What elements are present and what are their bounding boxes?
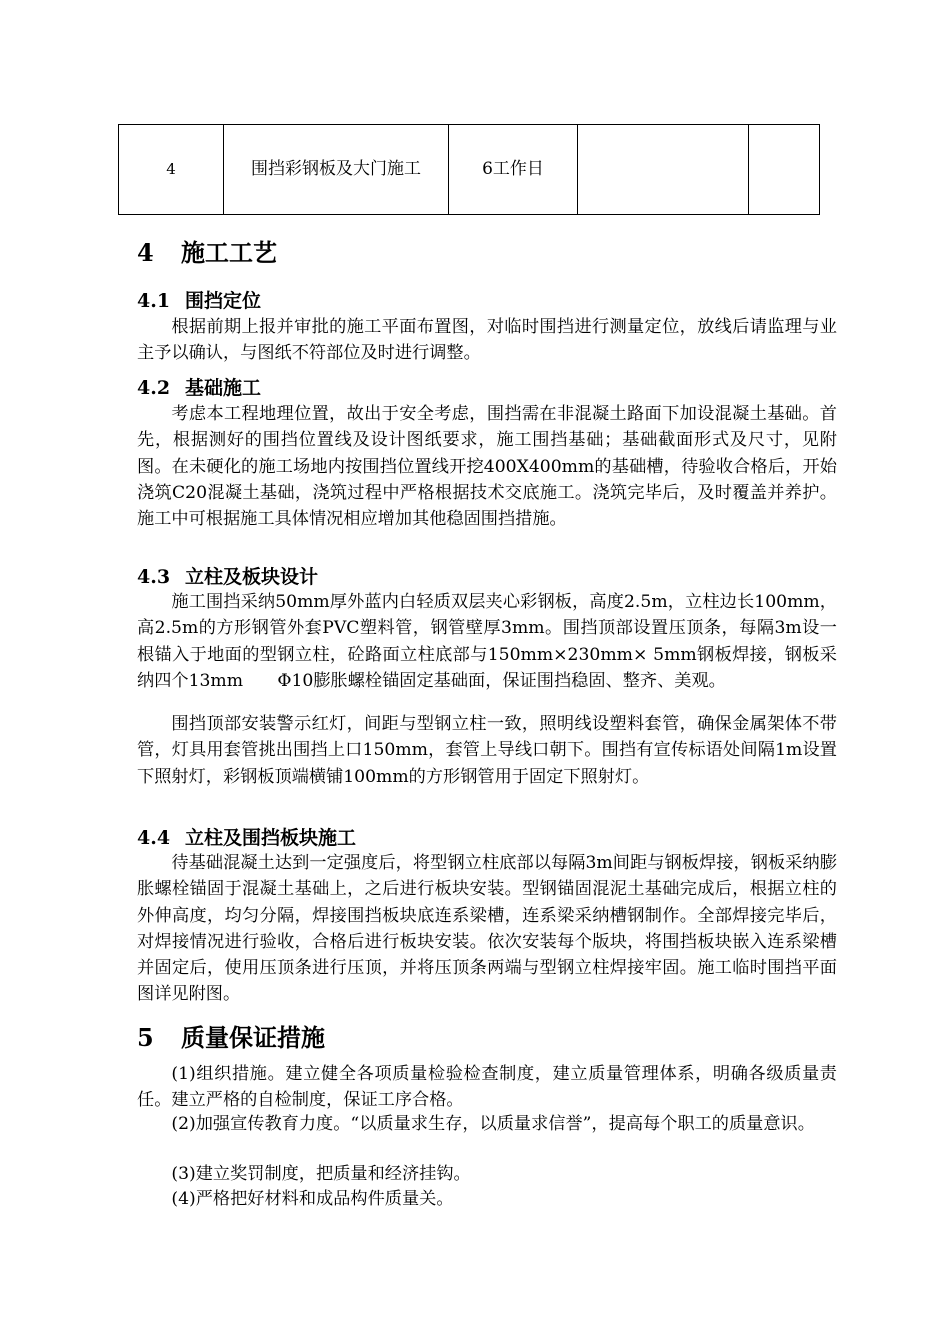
section-4-1-paragraph: 根据前期上报并审批的施工平面布置图，对临时围挡进行测量定位，放线后请监理与业主予以确认，与图纸不符部位及时进行调整。 xyxy=(137,317,837,364)
table-cell-empty-2 xyxy=(749,125,820,215)
section-5-item-4: (4)严格把好材料和成品构件质量关。 xyxy=(171,1189,454,1209)
section-5-item-2: (2)加强宣传教育力度。“以质量求生存，以质量求信誉”，提高每个职工的质量意识。 xyxy=(171,1114,815,1134)
schedule-table xyxy=(118,124,820,215)
section-5-number: 5 xyxy=(137,1023,154,1052)
section-4-3-paragraph-2: 围挡顶部安装警示红灯，间距与型钢立柱一致，照明线设塑料套管，确保金属架体不带管，灯具用套管挑出围挡上口150mm，套管上导线口朝下。围挡有宣传标语处间隔1m设置下照射灯，彩钢板顶端横铺100mm的方形钢管用于固定下照射灯。 xyxy=(137,714,837,787)
section-4-2-heading xyxy=(137,375,261,401)
section-4-heading xyxy=(137,238,277,268)
section-4-3-heading xyxy=(137,564,318,590)
section-4-2-number: 4.2 xyxy=(137,377,171,399)
section-4-2-title: 基础施工 xyxy=(185,377,262,399)
section-4-number: 4 xyxy=(137,238,154,267)
section-4-3-paragraph-1: 施工围挡采纳50mm厚外蓝内白轻质双层夹心彩钢板，高度2.5m，立柱边长100mm，高2.5m的方形钢管外套PVC塑料管，钢管壁厚3mm。围挡顶部设置压顶条，每隔3m设一根锚入于地面的型钢立柱，砼路面立柱底部与150mm×230mm× 5mm钢板焊接，钢板采纳四个13mm Φ10膨胀螺栓锚固定基础面，保证围挡稳固、整齐、美观。 xyxy=(137,592,837,691)
table-cell-index: 4 xyxy=(119,125,224,215)
table-cell-empty-1 xyxy=(578,125,749,215)
section-4-1-number: 4.1 xyxy=(137,290,171,312)
section-4-1-title: 围挡定位 xyxy=(185,290,262,312)
section-4-4-title: 立柱及围挡板块施工 xyxy=(185,827,357,849)
section-4-4-paragraph: 待基础混凝土达到一定强度后，将型钢立柱底部以每隔3m间距与钢板焊接，钢板采纳膨胀螺栓锚固于混凝土基础上，之后进行板块安装。型钢锚固混泥土基础完成后，根据立柱的外伸高度，均匀分隔，焊接围挡板块底连系梁槽，连系梁采纳槽钢制作。全部焊接完毕后，对焊接情况进行验收，合格后进行板块安装。依次安装每个版块，将围挡板块嵌入连系梁槽并固定后，使用压顶条进行压顶，并将压顶条两端与型钢立柱焊接牢固。施工临时围挡平面图详见附图。 xyxy=(137,853,837,1005)
table-row xyxy=(119,125,820,215)
section-4-3-title: 立柱及板块设计 xyxy=(185,566,319,588)
section-4-title: 施工工艺 xyxy=(181,238,277,267)
section-4-4-heading xyxy=(137,825,356,851)
section-5-heading xyxy=(137,1023,325,1053)
section-4-3-number: 4.3 xyxy=(137,566,171,588)
section-4-2-paragraph: 考虑本工程地理位置，故出于安全考虑，围挡需在非混凝土路面下加设混凝土基础。首先，根据测好的围挡位置线及设计图纸要求，施工围挡基础；基础截面形式及尺寸，见附图。在未硬化的施工场地内按围挡位置线开挖400X400mm的基础槽，待验收合格后，开始浇筑C20混凝土基础，浇筑过程中严格根据技术交底施工。浇筑完毕后，及时覆盖并养护。施工中可根据施工具体情况相应增加其他稳固围挡措施。 xyxy=(137,404,837,530)
table-cell-duration: 6工作日 xyxy=(449,125,578,215)
section-5-title: 质量保证措施 xyxy=(181,1023,325,1052)
section-5-item-3: (3)建立奖罚制度，把质量和经济挂钩。 xyxy=(171,1164,471,1184)
table-cell-task: 围挡彩钢板及大门施工 xyxy=(224,125,449,215)
section-5-item-1: (1)组织措施。建立健全各项质量检验检查制度，建立质量管理体系，明确各级质量责任。建立严格的自检制度，保证工序合格。 xyxy=(137,1064,837,1111)
section-4-1-heading xyxy=(137,288,261,314)
section-4-4-number: 4.4 xyxy=(137,827,171,849)
